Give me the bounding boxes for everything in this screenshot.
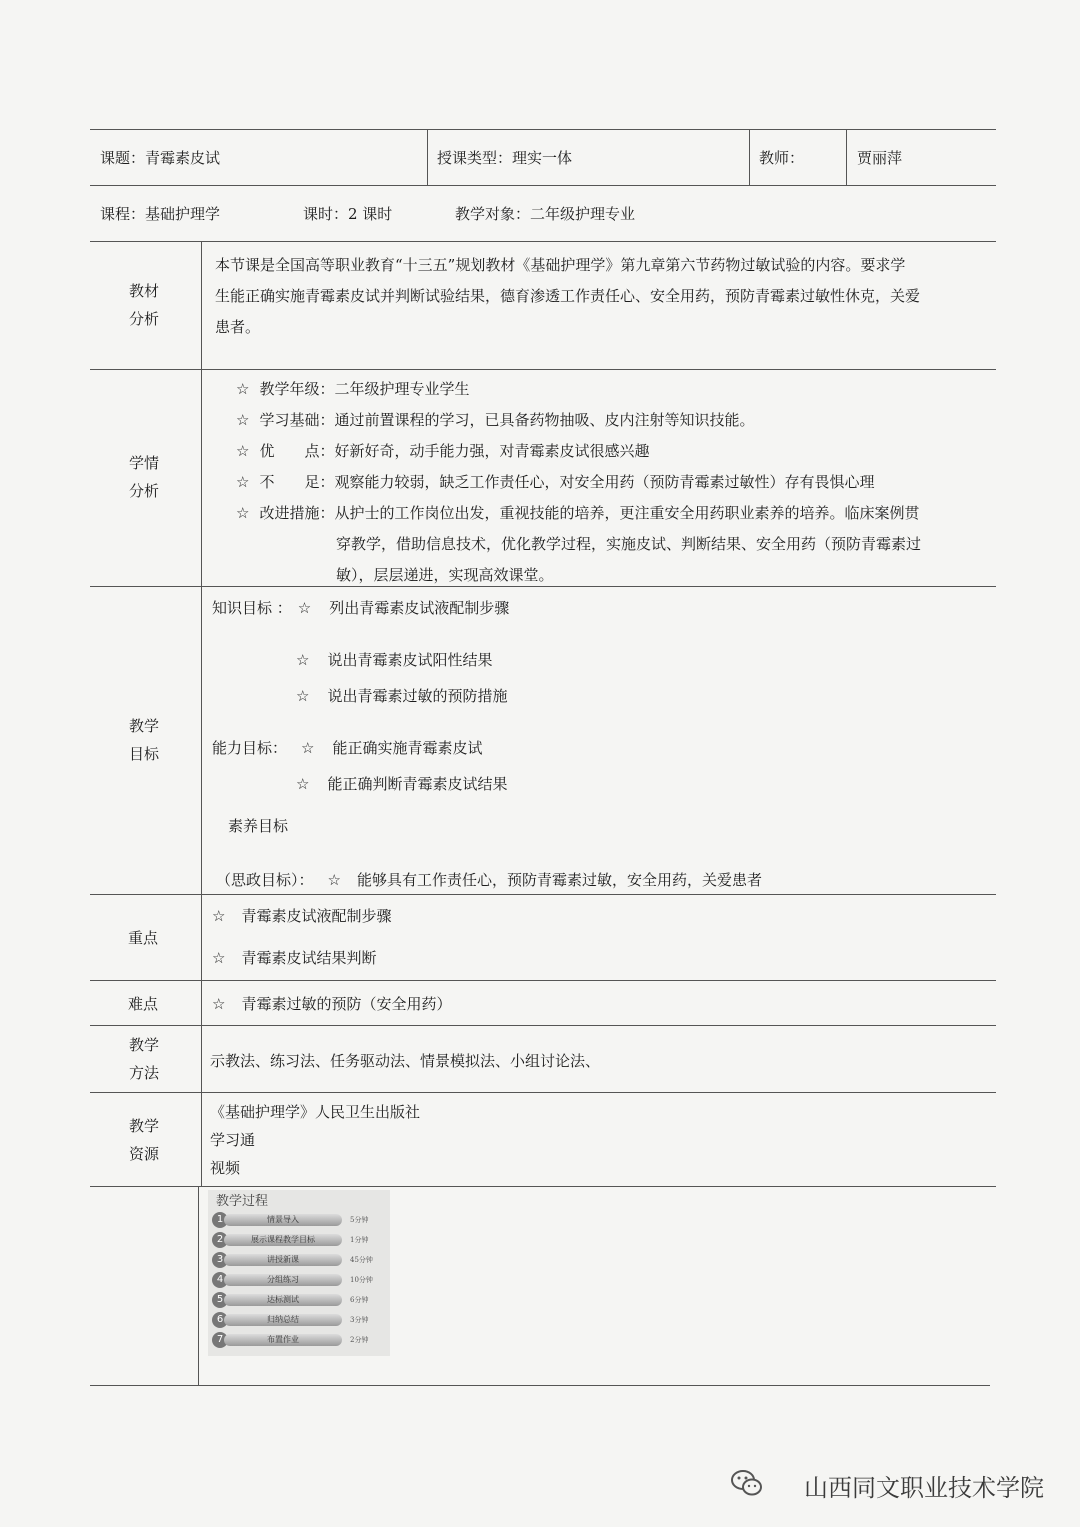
material-line: 生能正确实施青霉素皮试并判断试验结果，德育渗透工作责任心、安全用药，预防青霉素过敏性休克，关爱 xyxy=(215,287,921,305)
process-title: 教学过程 xyxy=(216,1194,269,1209)
learner-item-cont: 穿教学，借助信息技术，优化教学过程，实施皮试、判断结果、安全用药（预防青霉素过 xyxy=(336,535,922,553)
watermark-text: 山西同文职业技术学院 xyxy=(804,1474,1044,1502)
header-col-divider xyxy=(749,129,750,185)
row-divider xyxy=(90,894,996,895)
hours-field: 课时：2 课时 xyxy=(303,205,393,223)
topic-cell: 课题：青霉素皮试 xyxy=(100,149,221,167)
teacher-label: 教师： xyxy=(759,149,805,167)
key-item-1: ☆ 青霉素皮试液配制步骤 xyxy=(212,907,392,925)
header-col-divider xyxy=(846,129,847,185)
resources-label: 教学 资源 xyxy=(128,1117,159,1163)
teaching-process-graphic xyxy=(208,1190,390,1356)
knowledge-goal-3: ☆ 说出青霉素过敏的预防措施 xyxy=(296,687,508,705)
learner-item-cont: 敏），层层递进，实现高效课堂。 xyxy=(336,566,554,584)
learner-item: ☆ 教学年级：二年级护理专业学生 xyxy=(236,380,470,398)
process-step: 6 归纳总结 3分钟 xyxy=(212,1312,386,1328)
course-field: 课程：基础护理学 xyxy=(100,205,221,223)
process-step: 5 达标测试 6分钟 xyxy=(212,1292,386,1308)
resource-item: 《基础护理学》人民卫生出版社 xyxy=(210,1103,421,1121)
material-line: 患者。 xyxy=(215,318,261,336)
audience-field: 教学对象：二年级护理专业 xyxy=(455,205,636,223)
resource-item: 学习通 xyxy=(210,1131,256,1149)
learner-item: ☆ 学习基础：通过前置课程的学习，已具备药物抽吸、皮内注射等知识技能。 xyxy=(236,411,755,429)
key-item-2: ☆ 青霉素皮试结果判断 xyxy=(212,949,377,967)
difficulty-item: ☆ 青霉素过敏的预防（安全用药） xyxy=(212,995,452,1013)
learner-item: ☆ 优 点：好新好奇，动手能力强，对青霉素皮试很感兴趣 xyxy=(236,442,650,460)
row-divider xyxy=(90,1025,996,1026)
ability-goal-2: ☆ 能正确判断青霉素皮试结果 xyxy=(296,775,508,793)
row-divider xyxy=(90,241,996,242)
quality-goal-label: 素养目标 xyxy=(228,817,289,835)
lesson-type-cell: 授课类型：理实一体 xyxy=(437,149,573,167)
learner-item: ☆ 改进措施：从护士的工作岗位出发，重视技能的培养，更注重安全用药职业素养的培养。临床案例贯 xyxy=(236,504,920,522)
table-top-border xyxy=(90,129,996,130)
label-col-divider xyxy=(198,1186,199,1385)
methods-text: 示教法、练习法、任务驱动法、情景模拟法、小组讨论法、 xyxy=(210,1052,601,1070)
process-step: 2 展示课程教学目标 1分钟 xyxy=(212,1232,386,1248)
header-col-divider xyxy=(427,129,428,185)
row-divider xyxy=(90,369,996,370)
ideology-goal: （思政目标）： ☆ 能够具有工作责任心，预防青霉素过敏，安全用药，关爱患者 xyxy=(216,871,762,889)
process-step: 1 情景导入 5分钟 xyxy=(212,1212,386,1228)
ability-goal-1: 能力目标： ☆ 能正确实施青霉素皮试 xyxy=(212,739,483,757)
key-label: 重点 xyxy=(128,929,159,947)
row-divider xyxy=(90,1186,996,1187)
learner-label: 学情 分析 xyxy=(128,454,159,500)
row-divider xyxy=(90,1092,996,1093)
learner-item: ☆ 不 足：观察能力较弱，缺乏工作责任心，对安全用药（预防青霉素过敏性）存有畏惧心理 xyxy=(236,473,875,491)
difficulty-label: 难点 xyxy=(128,995,159,1013)
learner-items xyxy=(236,374,996,591)
resource-item: 视频 xyxy=(210,1159,241,1177)
table-bottom-border xyxy=(90,1385,990,1386)
material-label: 教材 分析 xyxy=(128,282,159,328)
process-step: 7 布置作业 2分钟 xyxy=(212,1332,386,1348)
process-step: 3 讲授新课 45分钟 xyxy=(212,1252,386,1268)
wechat-icon xyxy=(730,1468,764,1498)
material-line: 本节课是全国高等职业教育“十三五”规划教材《基础护理学》第九章第六节药物过敏试验的内容。要求学 xyxy=(215,256,906,274)
material-text xyxy=(215,250,991,343)
methods-label: 教学 方法 xyxy=(128,1036,159,1082)
row-divider xyxy=(90,980,996,981)
row-divider xyxy=(90,185,996,186)
goals-label: 教学 目标 xyxy=(128,717,159,763)
teacher-name: 贾丽萍 xyxy=(857,149,903,167)
knowledge-goal-1: 知识目标 ： ☆ 列出青霉素皮试液配制步骤 xyxy=(212,599,510,617)
process-step: 4 分组练习 10分钟 xyxy=(212,1272,386,1288)
label-col-divider xyxy=(201,241,202,1186)
knowledge-goal-2: ☆ 说出青霉素皮试阳性结果 xyxy=(296,651,493,669)
